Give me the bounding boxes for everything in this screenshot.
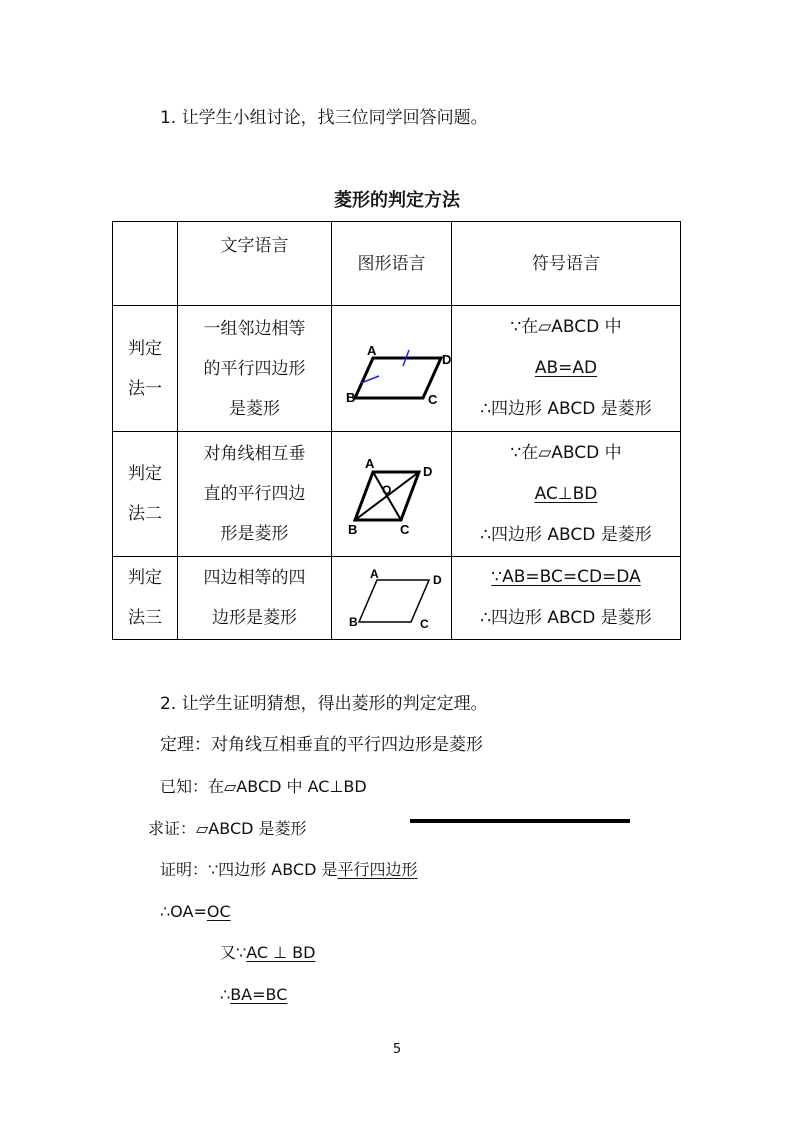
symbol-condition: AB=AD: [534, 358, 598, 378]
row-text-line: 一组邻边相等: [203, 318, 306, 339]
step1-text: 1. 让学生小组讨论，找三位同学回答问题。: [160, 108, 488, 128]
row-figure-cell: [332, 432, 452, 557]
vertex-label-d: D: [432, 573, 442, 587]
proof-blank-2: OC: [206, 902, 231, 921]
center-label-o: O: [381, 483, 391, 497]
proof-blank-4: BA=BC: [230, 985, 288, 1004]
proof-line-1-prefix: 证明：∵四边形 ABCD 是: [160, 860, 338, 879]
prove-text: 求证：▱ABCD 是菱形: [148, 819, 307, 838]
proof-line-1: [160, 858, 418, 882]
parallelogram-figure-1: [337, 334, 451, 407]
row-name-cell: [113, 557, 178, 640]
row-name-line: 判定: [128, 568, 162, 588]
vertex-label-d: D: [441, 351, 451, 367]
row-name-line: 判定: [128, 338, 162, 359]
header-cell-figure: 图形语言: [332, 222, 452, 306]
header-cell-text: 文字语言: [178, 222, 332, 306]
header-cell-symbol: 符号语言: [452, 222, 681, 306]
row-text-line: 对角线相互垂: [203, 444, 306, 464]
table-row: [113, 306, 681, 432]
row-name-cell: [113, 432, 178, 557]
parallelogram-figure-2: [337, 452, 447, 536]
row-text-line: 直的平行四边: [203, 484, 306, 504]
row-name-line: 法二: [128, 504, 162, 524]
row-text-cell: [178, 557, 332, 640]
row-text-line: 形是菱形: [220, 524, 289, 544]
row-text-line: 的平行四边形: [203, 358, 306, 379]
given-text: 已知：在▱ABCD 中 AC⊥BD: [160, 777, 367, 796]
vertex-label-c: C: [399, 522, 409, 537]
row-symbol-cell: [452, 432, 681, 557]
row-name-cell: [113, 306, 178, 432]
vertex-label-d: D: [422, 464, 432, 479]
vertex-label-c: C: [419, 617, 429, 631]
symbol-conclusion: ∴四边形 ABCD 是菱形: [480, 399, 652, 419]
symbol-condition: AC⊥BD: [534, 483, 598, 504]
row-text-line: 边形是菱形: [212, 608, 297, 628]
header-cell-empty: [113, 222, 178, 306]
proof-line-2-prefix: ∴OA=: [160, 902, 207, 921]
row-text-line: 四边相等的四: [203, 568, 306, 588]
symbol-line: ∵在▱ABCD 中: [510, 442, 622, 463]
vertex-label-a: A: [364, 456, 374, 471]
step2-text: 2. 让学生证明猜想，得出菱形的判定定理。: [160, 694, 488, 714]
vertex-label-b: B: [347, 522, 357, 537]
proof-blank-3: AC ⊥ BD: [246, 943, 316, 962]
proof-blank-1: 平行四边形: [337, 860, 418, 879]
symbol-line: ∵在▱ABCD 中: [510, 317, 622, 337]
vertex-label-b: B: [348, 615, 358, 629]
rhombus-criteria-table: [112, 221, 681, 640]
vertex-label-b: B: [345, 389, 355, 405]
symbol-condition: ∵AB=BC=CD=DA: [491, 567, 641, 587]
proof-line-3-prefix: 又∵: [220, 943, 247, 962]
table-title: 菱形的判定方法: [334, 190, 460, 211]
row-text-cell: [178, 306, 332, 432]
symbol-conclusion: ∴四边形 ABCD 是菱形: [480, 524, 652, 545]
parallelogram-shape: [359, 580, 429, 622]
proof-line-4-prefix: ∴: [220, 985, 231, 1004]
table-header-row: [113, 222, 681, 306]
proof-line-2: [160, 900, 231, 924]
divider-bar: [410, 819, 630, 823]
row-name-line: 法三: [128, 608, 162, 628]
vertex-label-a: A: [366, 342, 376, 358]
row-name-line: 法一: [128, 378, 162, 399]
row-text-line: 是菱形: [229, 398, 280, 419]
row-figure-cell: [332, 557, 452, 640]
row-symbol-cell: [452, 306, 681, 432]
proof-line-4: [220, 983, 287, 1007]
row-name-line: 判定: [128, 464, 162, 484]
vertex-label-c: C: [427, 391, 437, 407]
row-text-cell: [178, 432, 332, 557]
table-row: [113, 557, 681, 640]
row-symbol-cell: [452, 557, 681, 640]
theorem-text: 定理：对角线互相垂直的平行四边形是菱形: [160, 735, 483, 755]
proof-line-3: [220, 941, 315, 965]
row-figure-cell: [332, 306, 452, 432]
page-number: 5: [392, 1042, 402, 1057]
vertex-label-a: A: [369, 567, 379, 581]
table-row: [113, 432, 681, 557]
parallelogram-figure-3: [337, 566, 447, 630]
symbol-conclusion: ∴四边形 ABCD 是菱形: [480, 608, 652, 628]
